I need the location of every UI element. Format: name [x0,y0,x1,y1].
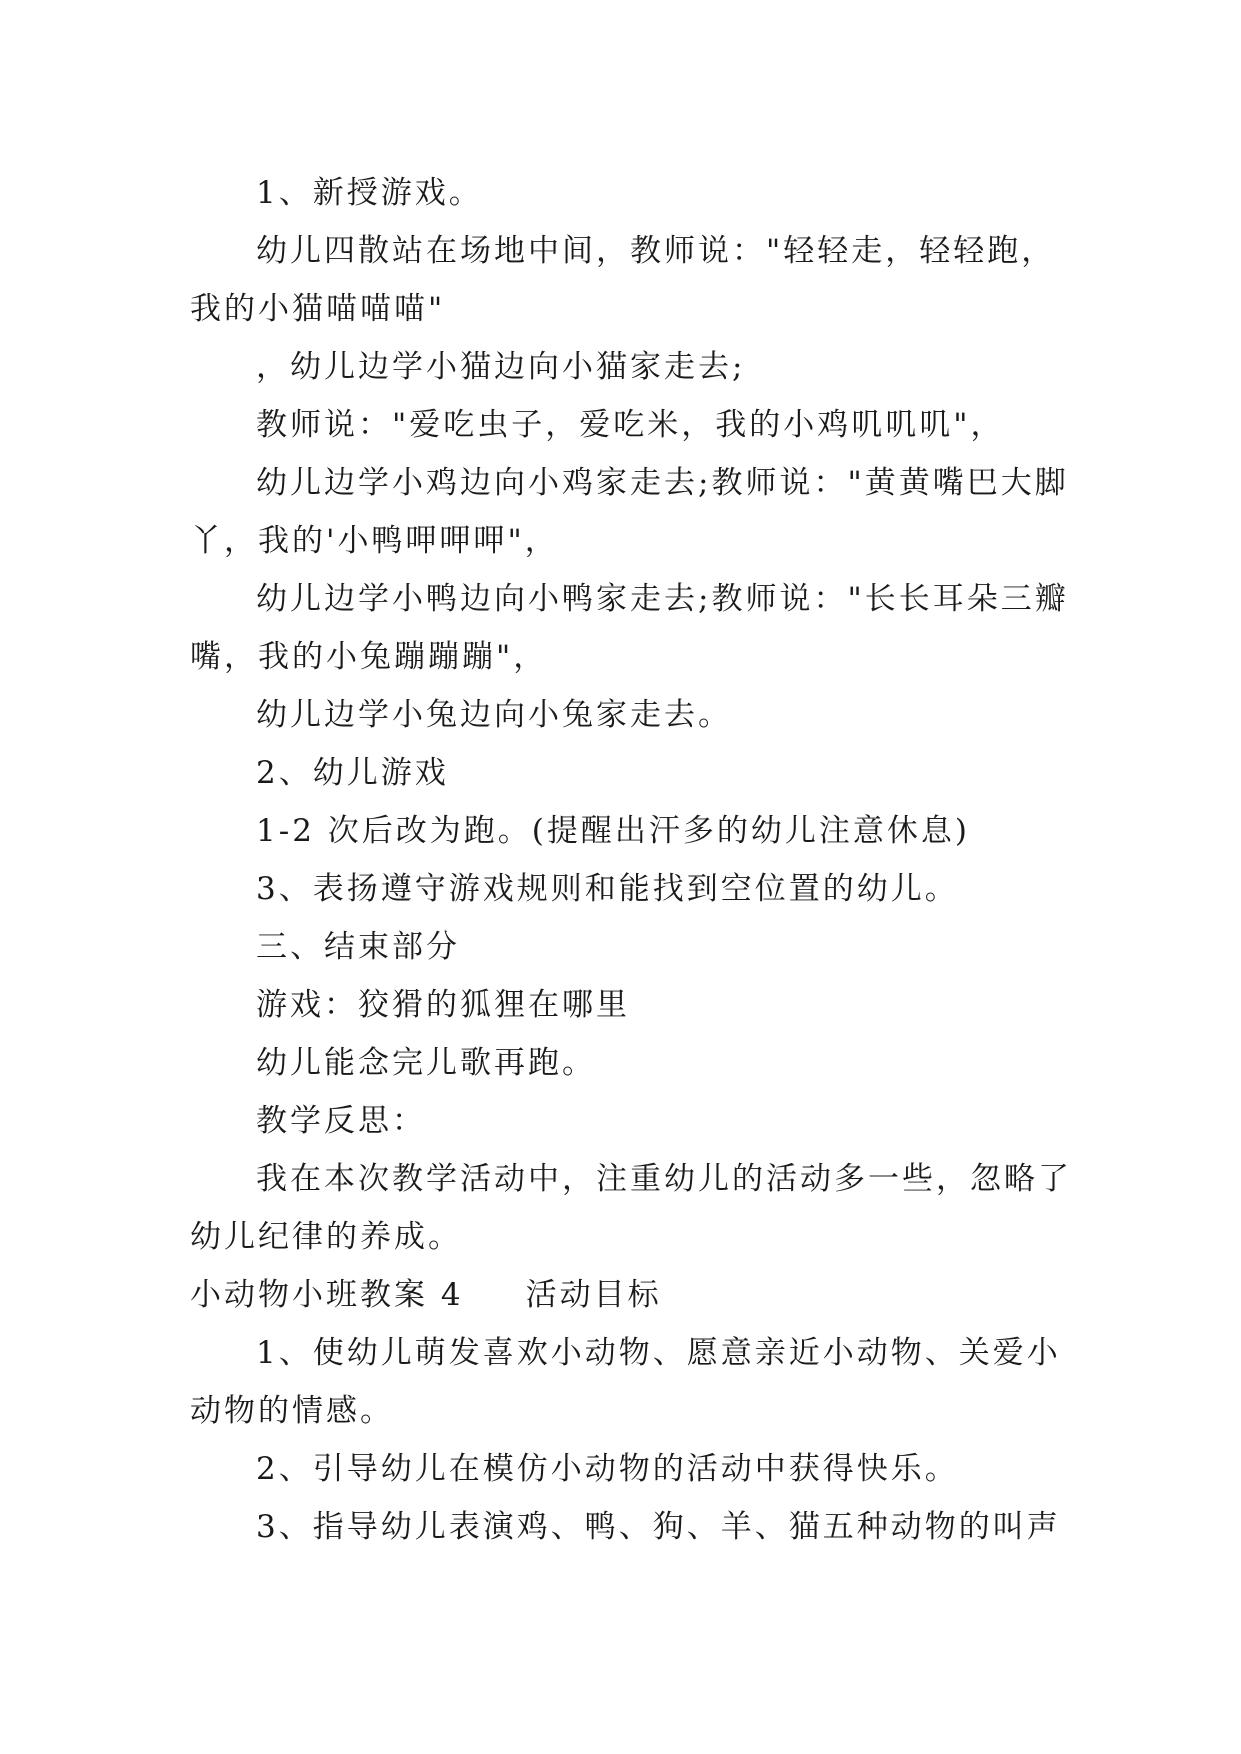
paragraph-line: 1-2 次后改为跑。(提醒出汗多的幼儿注意休息) [256,813,970,849]
paragraph-line: 幼儿纪律的养成。 [190,1219,462,1255]
lesson-subtitle: 活动目标 [525,1277,662,1313]
section-heading: 教学反思： [256,1103,426,1139]
paragraph-line: 1、使幼儿萌发喜欢小动物、愿意亲近小动物、关爱小 [256,1335,1061,1371]
paragraph-line: 教师说："爱吃虫子，爱吃米，我的小鸡叽叽叽"， [256,407,1005,443]
lesson-title: 小动物小班教案 4 [190,1277,464,1313]
paragraph-line: ，幼儿边学小猫边向小猫家走去; [256,349,746,385]
paragraph-line: 幼儿边学小鸡边向小鸡家走去;教师说："黄黄嘴巴大脚 [256,465,1069,501]
paragraph-line: 动物的情感。 [190,1393,394,1429]
paragraph-line: 1、新授游戏。 [256,175,483,211]
paragraph-line: 我在本次教学活动中，注重幼儿的活动多一些，忽略了 [256,1161,1072,1197]
paragraph-line: 我的小猫喵喵喵" [190,291,446,327]
paragraph-line: 嘴，我的小兔蹦蹦蹦"， [190,639,548,675]
lesson-heading [190,1266,1052,1324]
paragraph-line: 3、指导幼儿表演鸡、鸭、狗、羊、猫五种动物的叫声 [256,1509,1061,1545]
paragraph-line: 幼儿边学小鸭边向小鸭家走去;教师说："长长耳朵三瓣 [256,581,1069,617]
paragraph-line: 丫，我的'小鸭呷呷呷"， [190,523,559,559]
paragraph-line: 2、引导幼儿在模仿小动物的活动中获得快乐。 [256,1451,959,1487]
document-body [190,164,1072,1556]
section-heading: 三、结束部分 [256,929,460,965]
paragraph-line: 3、表扬遵守游戏规则和能找到空位置的幼儿。 [256,871,959,907]
paragraph-line: 2、幼儿游戏 [256,755,449,791]
paragraph-line: 幼儿四散站在场地中间，教师说："轻轻走，轻轻跑， [256,233,1056,269]
paragraph-line: 幼儿边学小兔边向小兔家走去。 [256,697,732,733]
paragraph-line: 幼儿能念完儿歌再跑。 [256,1045,596,1081]
paragraph-line: 游戏：狡猾的狐狸在哪里 [256,987,630,1023]
